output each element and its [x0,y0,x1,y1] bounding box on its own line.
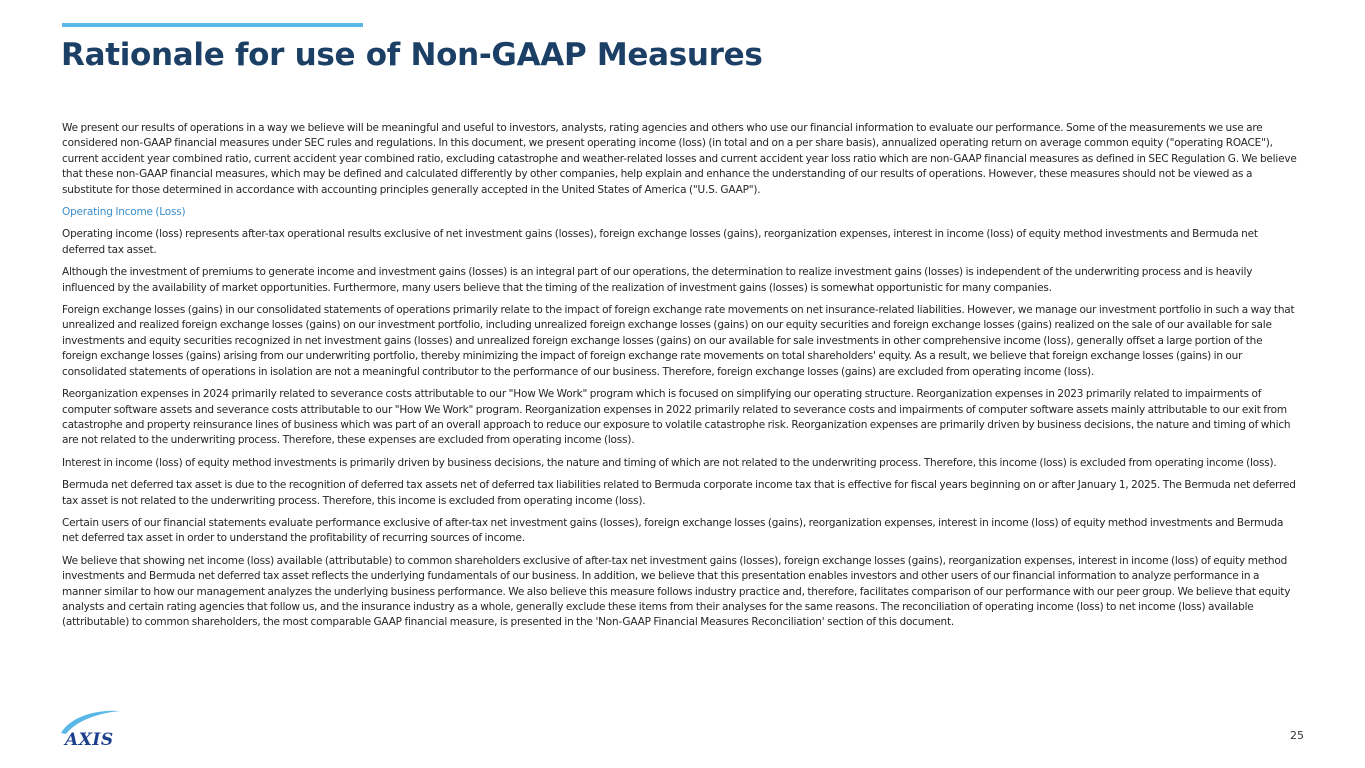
logo-wordmark: AXIS [65,730,114,750]
reorganization-expenses-paragraph: Reorganization expenses in 2024 primarily related to severance costs attributable to our "How We Work" program which is focused on simplifying our operating structure. Reorganization expenses in 2023 primarily related to impairments of computer software assets and severance costs attributable to our "How We Work" program. Reorganization expenses in 2022 primarily related to severance costs and impairments of computer software assets mainly attributable to our exit from catastrophe and property reinsurance lines of business which was part of an overall approach to reduce our exposure to volatile catastrophe risk. Reorganization expenses are primarily driven by business decisions, the nature and timing of which are not related to the underwriting process. Therefore, these expenses are excluded from operating income (loss). [62,388,1291,447]
page-title: Rationale for use of Non-GAAP Measures [61,37,763,73]
operating-income-definition-paragraph: Operating income (loss) represents after-tax operational results exclusive of net investment gains (losses), foreign exchange losses (gains), reorganization expenses, interest in income (loss) of equity method investments and Bermuda net deferred tax asset. [62,228,1258,256]
page-number: 25 [1290,729,1304,742]
equity-method-investments-paragraph: Interest in income (loss) of equity method investments is primarily driven by business decisions, the nature and timing of which are not related to the underwriting process. Therefore, this income (loss) is excluded from operating income (loss). [62,456,1277,469]
title-accent-bar [62,23,363,27]
investment-gains-paragraph: Although the investment of premiums to generate income and investment gains (losses) is an integral part of our operations, the determination to realize investment gains (losses) is independent of the underwriting process and is heavily influenced by the availability of market opportunities. Furthermore, many users believe that the timing of the realization of investment gains (losses) is somewhat opportunistic for many companies. [62,266,1253,294]
financial-statement-users-paragraph: Certain users of our financial statements evaluate performance exclusive of after-tax net investment gains (losses), foreign exchange losses (gains), reorganization expenses, interest in income (loss) of equity method investments and Bermuda net deferred tax asset in order to understand the profitability of recurring sources of income. [62,516,1284,545]
section-heading-operating-income: Operating Income (Loss) [62,206,186,219]
foreign-exchange-paragraph: Foreign exchange losses (gains) in our consolidated statements of operations primarily relate to the impact of foreign exchange rate movements on net insurance-related liabilities. However, we manage our investment portfolio in such a way that unrealized and realized foreign exchange losses (gains) on our investment portfolio, including unrealized foreign exchange losses (gains) on our equity securities and foreign exchange losses (gains) realized on the sale of our available for sale investments and equity securities recognized in net investment gains (losses) and unrealized foreign exchange losses (gains) on our available for sale investments in other comprehensive income (loss), generally offset a large portion of the foreign exchange losses (gains) arising from our underwriting portfolio, thereby minimizing the impact of foreign exchange rate movements on total shareholders' equity. As a result, we believe that foreign exchange losses (gains) in our consolidated statements of operations in isolation are not a meaningful contributor to the performance of our business. Therefore, foreign exchange losses (gains) are excluded from operating income (loss). [62,304,1295,378]
bermuda-deferred-tax-paragraph: Bermuda net deferred tax asset is due to the recognition of deferred tax assets net of deferred tax liabilities related to Bermuda corporate income tax that is effective for fiscal years beginning on or after January 1, 2025. The Bermuda net deferred tax asset is not related to the underwriting process. Therefore, this income is excluded from operating income (loss). [62,479,1296,507]
net-income-rationale-paragraph: We believe that showing net income (loss) available (attributable) to common shareholders exclusive of after-tax net investment gains (losses), foreign exchange losses (gains), reorganization expenses, interest in income (loss) of equity method investments and Bermuda net deferred tax asset reflects the underlying fundamentals of our business. In addition, we believe that this presentation enables investors and other users of our financial information to analyze performance in a manner similar to how our management analyzes the underlying business performance. We also believe this measure follows industry practice and, therefore, facilitates comparison of our performance with our peer group. We believe that equity analysts and certain rating agencies that follow us, and the insurance industry as a whole, generally exclude these items from their analyses for the same reasons. The reconciliation of operating income (loss) to net income (loss) available (attributable) to common shareholders, the most comparable GAAP financial measure, is presented in the 'Non-GAAP Financial Measures Reconciliation' section of this document. [62,554,1291,629]
intro-paragraph: We present our results of operations in a way we believe will be meaningful and useful to investors, analysts, rating agencies and others who use our financial information to evaluate our performance. Some of the measurements we use are considered non-GAAP financial measures under SEC rules and regulations. In this document, we present operating income (loss) (in total and on a per share basis), annualized operating return on average common equity ("operating ROACE"), current accident year combined ratio, current accident year combined ratio, excluding catastrophe and weather-related losses and current accident year loss ratio which are non-GAAP financial measures as defined in SEC Regulation G. We believe that these non-GAAP financial measures, which may be defined and calculated differently by other companies, help explain and enhance the understanding of our results of operations. However, these measures should not be viewed as a substitute for those determined in accordance with accounting principles generally accepted in the United States of America ("U.S. GAAP"). [62,122,1297,196]
body-content [62,121,1300,638]
axis-logo-icon [58,705,124,751]
